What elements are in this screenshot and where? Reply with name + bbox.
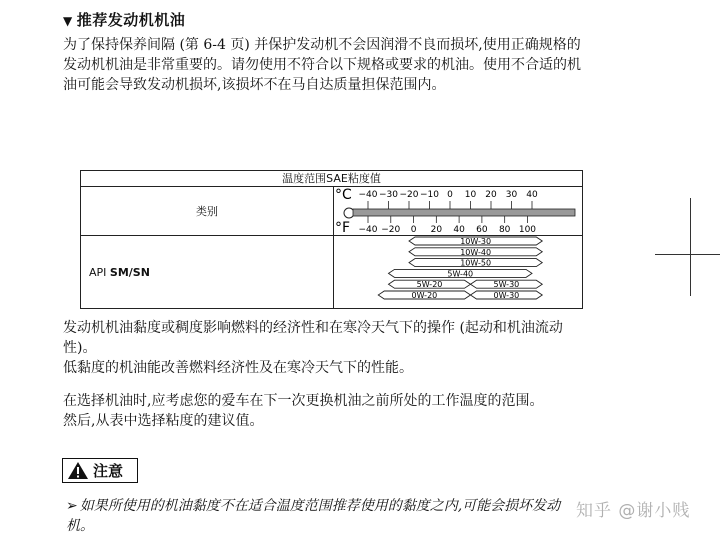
viscosity-text-1: 发动机机油黏度或稠度影响燃料的经济性和在寒冷天气下的操作 (起动和机油流动性)。 <box>63 320 563 356</box>
viscosity-paragraph <box>63 318 587 378</box>
temperature-scale <box>333 186 582 235</box>
celsius-tick-label: −30 <box>379 190 398 200</box>
fahrenheit-tick-label: −40 <box>358 225 378 235</box>
celsius-tick-label: 0 <box>447 190 453 200</box>
table-title: 温度范围SAE粘度值 <box>81 171 582 187</box>
warning-triangle-icon <box>67 461 89 480</box>
celsius-tick-label: −20 <box>399 190 419 200</box>
viscosity-table <box>80 170 583 309</box>
viscosity-bar-label: 5W-20 <box>416 280 443 290</box>
fahrenheit-tick-label: 0 <box>410 225 417 235</box>
celsius-tick-label: 30 <box>505 190 518 200</box>
fahrenheit-tick-label: 20 <box>430 225 443 235</box>
celsius-tick-label: 10 <box>464 190 477 200</box>
thermometer-tube <box>353 209 575 216</box>
fahrenheit-unit: °F <box>335 220 351 235</box>
selection-paragraph <box>63 391 587 431</box>
viscosity-bar-label: 10W-30 <box>460 237 492 246</box>
fahrenheit-ticks <box>359 216 537 235</box>
thermometer-bulb-icon <box>344 208 354 218</box>
celsius-ticks <box>359 190 538 209</box>
margin-rule-horizontal <box>655 254 720 255</box>
caution-label <box>62 458 138 483</box>
celsius-tick-label: −40 <box>358 190 378 200</box>
section-heading <box>63 9 185 30</box>
warning-note <box>66 496 586 536</box>
celsius-unit: °C <box>335 187 352 203</box>
api-prefix: API <box>89 266 110 279</box>
fahrenheit-tick-label: 100 <box>518 225 537 235</box>
category-header: 类别 <box>196 204 218 218</box>
intro-paragraph: 为了保持保养间隔 (第 6-4 页) 并保护发动机不会因润滑不良而损坏,使用正确规格的发动机机油是非常重要的。请勿使用不符合以下规格或要求的机油。使用不合适的机油可能会导致发动机损坏,该损坏不在马自达质量担保范围内。 <box>63 37 581 93</box>
heading-text: 推荐发动机机油 <box>76 11 186 29</box>
api-category-cell <box>89 266 150 279</box>
margin-rule-vertical <box>690 198 691 296</box>
viscosity-bar-label: 5W-30 <box>493 280 520 290</box>
fahrenheit-tick-label: −20 <box>381 225 401 235</box>
fahrenheit-tick-label: 80 <box>498 225 511 235</box>
celsius-tick-label: 40 <box>526 190 538 200</box>
selection-text-2: 然后,从表中选择粘度的建议值。 <box>63 413 264 429</box>
viscosity-text-2: 低黏度的机油能改善燃料经济性及在寒冷天气下的性能。 <box>63 360 413 376</box>
viscosity-bar-label: 10W-50 <box>460 258 492 268</box>
warning-marker: ➢ <box>66 498 78 514</box>
celsius-tick-label: −10 <box>420 190 439 200</box>
caution-text: 注意 <box>93 462 124 480</box>
api-grade: SM/SN <box>109 266 150 279</box>
celsius-tick-label: 20 <box>485 190 497 200</box>
watermark: 知乎 @谢小贱 <box>576 501 691 521</box>
fahrenheit-tick-label: 40 <box>453 225 465 235</box>
warning-text: 如果所使用的机油黏度不在适合温度范围推荐使用的黏度之内,可能会损坏发动机。 <box>66 498 561 534</box>
fahrenheit-tick-label: 60 <box>476 225 488 235</box>
viscosity-bar-label: 10W-40 <box>460 247 492 257</box>
viscosity-bar-label: 5W-40 <box>447 269 474 279</box>
viscosity-bar-label: 0W-20 <box>411 291 438 300</box>
viscosity-bar-label: 0W-30 <box>493 291 520 300</box>
selection-text-1: 在选择机油时,应考虑您的爱车在下一次更换机油之前所处的工作温度的范围。 <box>63 393 544 409</box>
viscosity-bars <box>333 235 582 307</box>
heading-marker: ▼ <box>63 14 73 28</box>
